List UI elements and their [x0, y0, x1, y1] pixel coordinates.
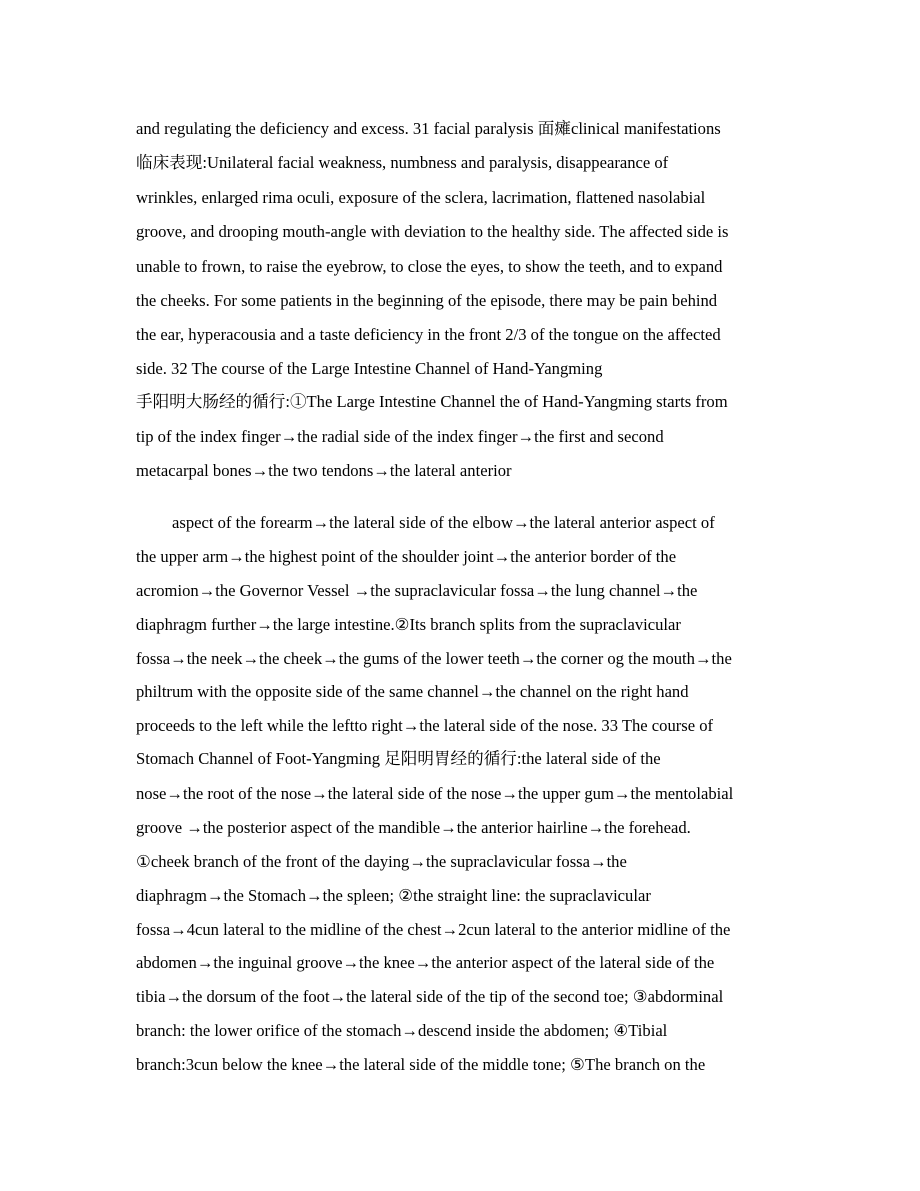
text-line: 临床表现:Unilateral facial weakness, numbness and paralysis, disappearance of	[136, 153, 669, 172]
text-line: diaphragm further→the large intestine.②Its branch splits from the supraclavicular	[136, 615, 681, 634]
text-line: fossa→the neek→the cheek→the gums of the lower teeth→the corner og the mouth→the	[136, 649, 732, 668]
text-line: groove →the posterior aspect of the mandible→the anterior hairline→the forehead.	[136, 818, 691, 837]
text-line: ①cheek branch of the front of the daying→the supraclavicular fossa→the	[136, 852, 627, 871]
text-line: unable to frown, to raise the eyebrow, to close the eyes, to show the teeth, and to expand	[136, 257, 723, 276]
text-line: tibia→the dorsum of the foot→the lateral side of the tip of the second toe; ③abdorminal	[136, 987, 724, 1006]
text-line: abdomen→the inguinal groove→the knee→the anterior aspect of the lateral side of the	[136, 953, 715, 972]
text-line: nose→the root of the nose→the lateral side of the nose→the upper gum→the mentolabial	[136, 784, 734, 803]
text-line: branch:3cun below the knee→the lateral side of the middle tone; ⑤The branch on the	[136, 1055, 706, 1074]
text-line: proceeds to the left while the leftto right→the lateral side of the nose. 33 The course of	[136, 716, 714, 735]
text-line: aspect of the forearm→the lateral side of the elbow→the lateral anterior aspect of	[172, 513, 715, 532]
text-line: side. 32 The course of the Large Intestine Channel of Hand-Yangming	[136, 359, 603, 378]
text-line: Stomach Channel of Foot-Yangming 足阳明胃经的循行:the lateral side of the	[136, 749, 661, 768]
text-line: groove, and drooping mouth-angle with deviation to the healthy side. The affected side is	[136, 222, 729, 241]
text-line: tip of the index finger→the radial side of the index finger→the first and second	[136, 427, 664, 446]
text-line: the ear, hyperacousia and a taste deficiency in the front 2/3 of the tongue on the affected	[136, 325, 721, 344]
text-line: fossa→4cun lateral to the midline of the chest→2cun lateral to the anterior midline of the	[136, 920, 731, 939]
text-line: philtrum with the opposite side of the same channel→the channel on the right hand	[136, 682, 689, 701]
text-line: diaphragm→the Stomach→the spleen; ②the straight line: the supraclavicular	[136, 886, 651, 905]
text-line: the cheeks. For some patients in the beginning of the episode, there may be pain behind	[136, 291, 718, 310]
text-line: wrinkles, enlarged rima oculi, exposure of the sclera, lacrimation, flattened nasolabial	[136, 188, 706, 207]
text-line: metacarpal bones→the two tendons→the lateral anterior	[136, 461, 512, 480]
text-line: acromion→the Governor Vessel →the supraclavicular fossa→the lung channel→the	[136, 581, 698, 600]
text-line: the upper arm→the highest point of the shoulder joint→the anterior border of the	[136, 547, 677, 566]
text-line: branch: the lower orifice of the stomach→descend inside the abdomen; ④Tibial	[136, 1021, 668, 1040]
text-line: and regulating the deficiency and excess. 31 facial paralysis 面瘫clinical manifestations	[136, 119, 721, 138]
text-line: 手阳明大肠经的循行:①The Large Intestine Channel the of Hand-Yangming starts from	[136, 392, 728, 411]
